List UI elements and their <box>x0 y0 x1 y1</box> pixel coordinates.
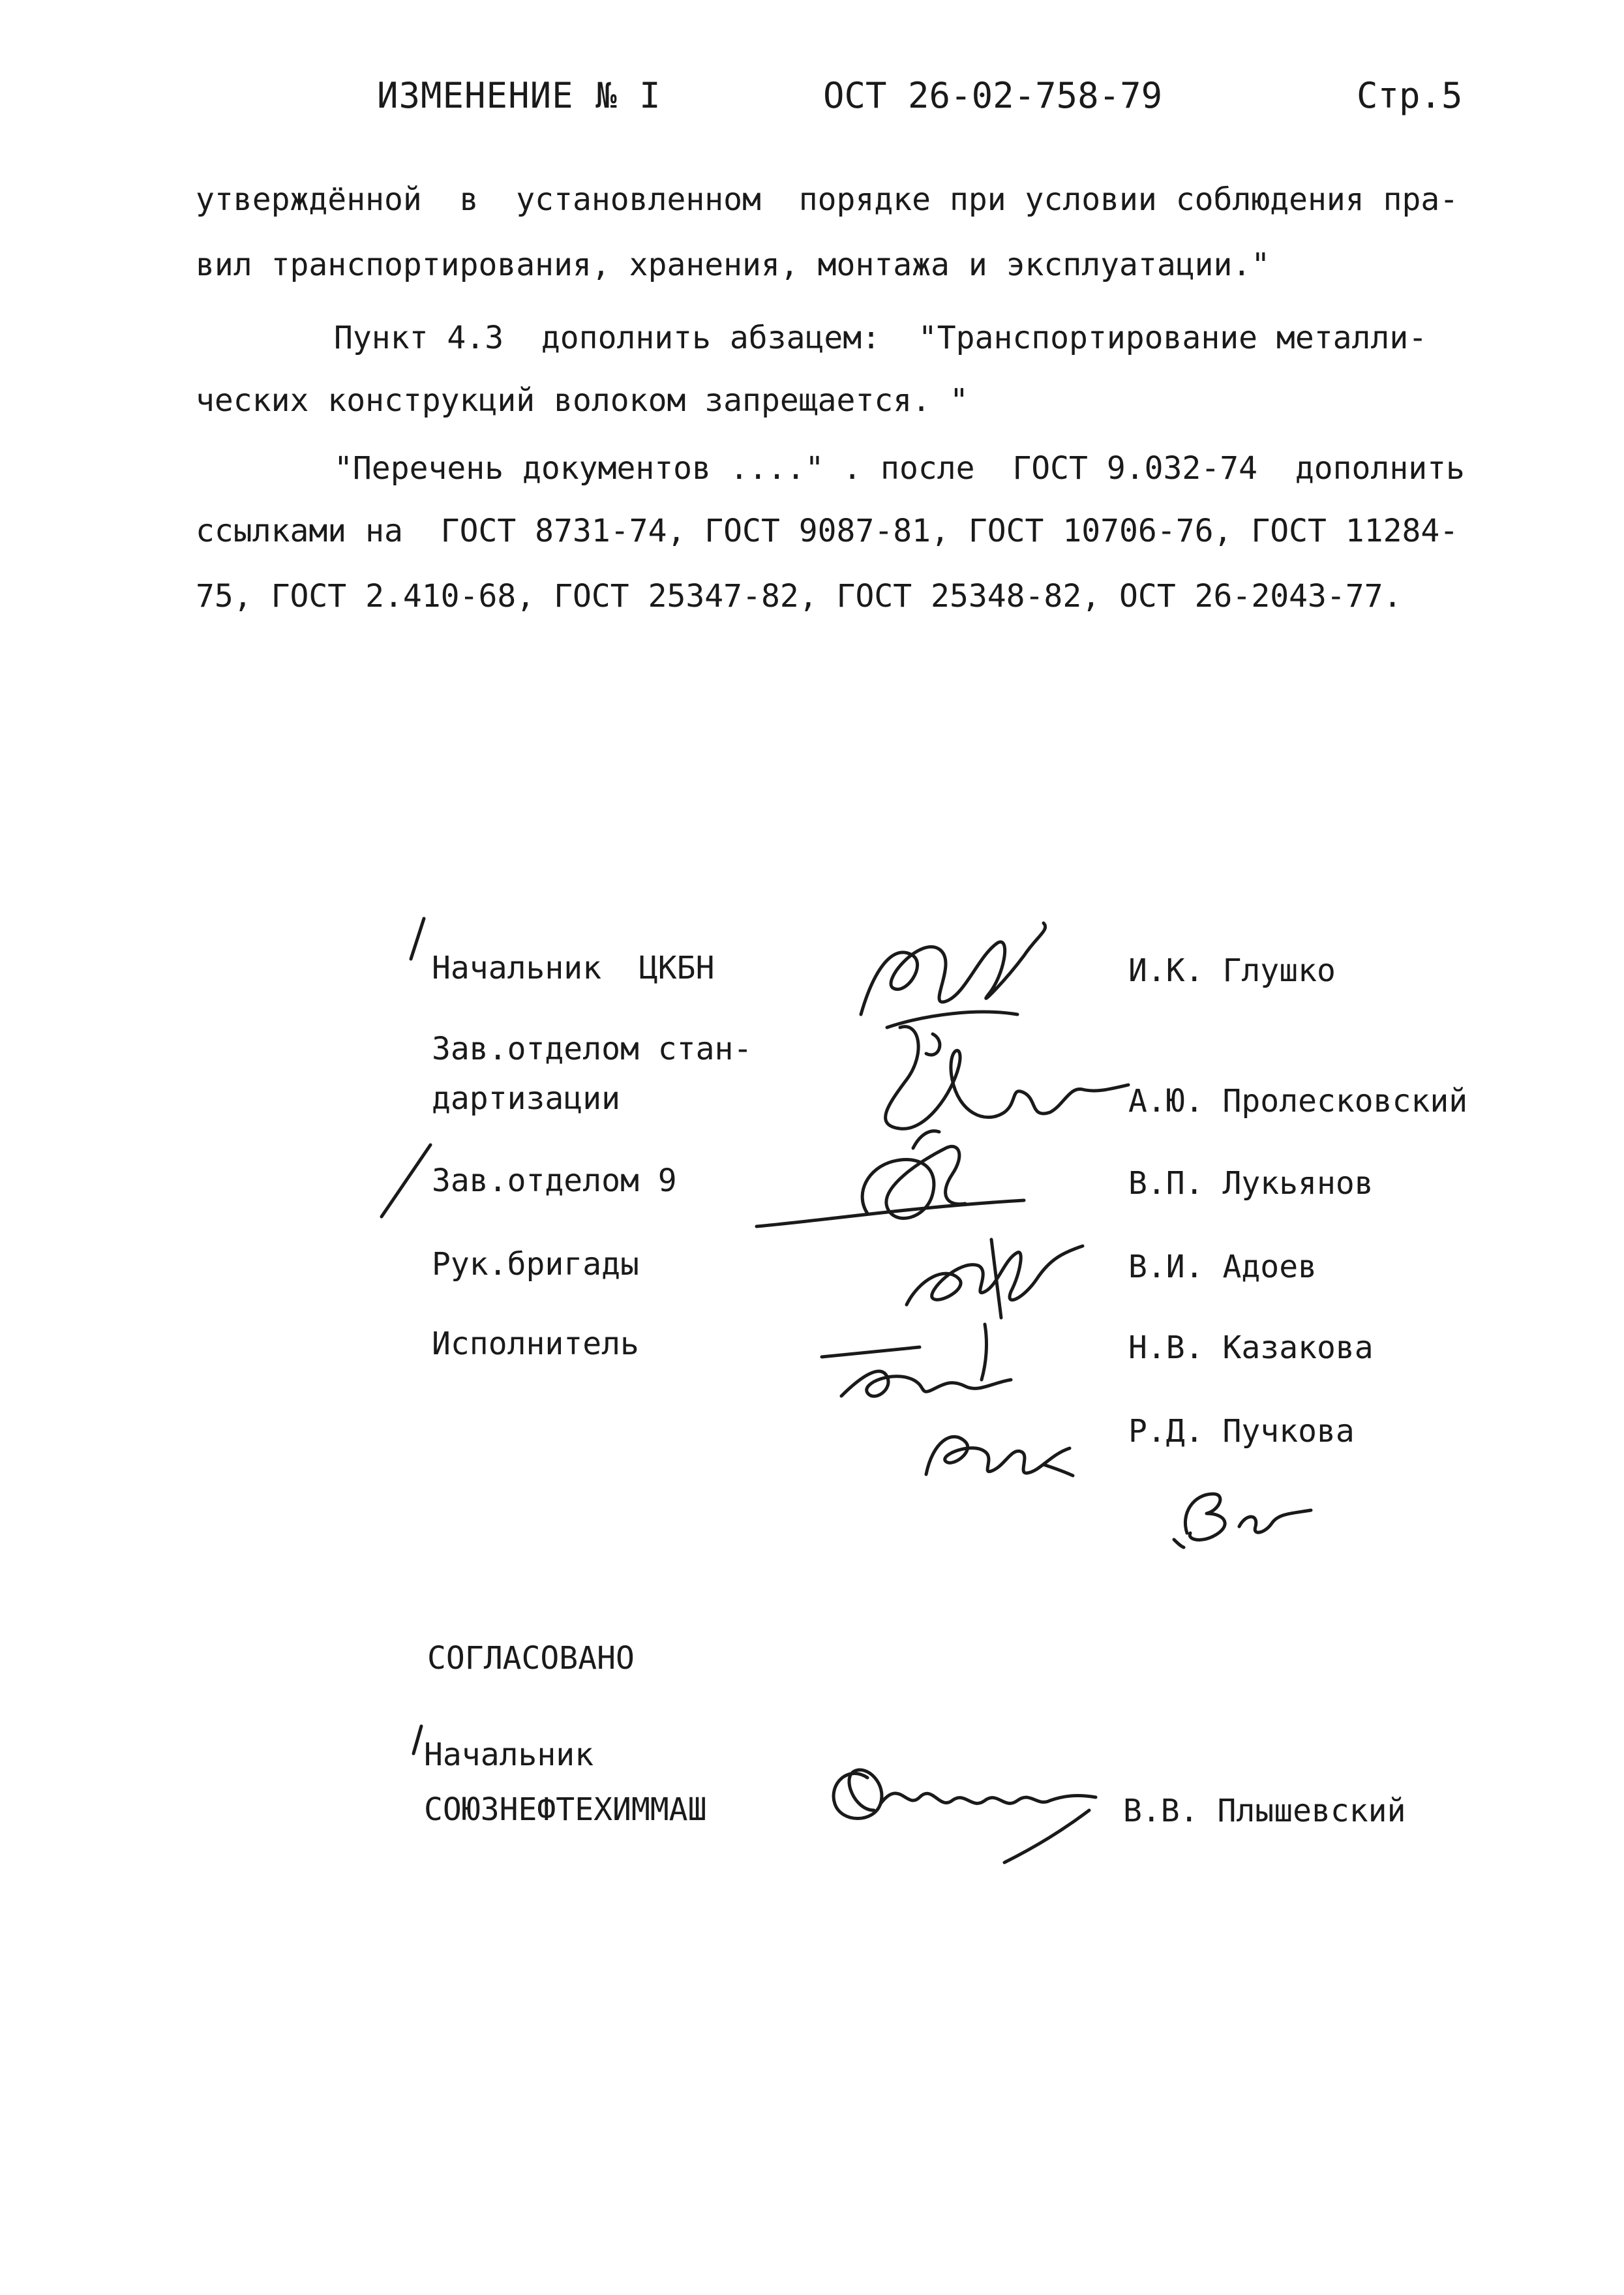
page-number: Стр.5 <box>1357 75 1463 116</box>
body-line-4: ческих конструкций волоком запрещается. " <box>196 382 969 419</box>
body-line-7: 75, ГОСТ 2.410-68, ГОСТ 25347-82, ГОСТ 25348-82, ОСТ 26-2043-77. <box>196 578 1402 615</box>
body-line-6: ссылками на ГОСТ 8731-74, ГОСТ 9087-81, ГОСТ 10706-76, ГОСТ 11284- <box>196 513 1459 549</box>
signatory-position-1: Начальник ЦКБН <box>432 950 715 986</box>
signatory-position-2b: дартизации <box>432 1080 620 1117</box>
signatory-name-6: Р.Д. Пучкова <box>1128 1413 1355 1450</box>
signatory-name-1: И.К. Глушко <box>1128 952 1336 989</box>
signatory-name-4: В.И. Адоев <box>1128 1249 1317 1285</box>
approval-heading: СОГЛАСОВАНО <box>427 1640 635 1677</box>
margin-tick-mark <box>404 913 430 965</box>
signature-extra-initials <box>1161 1474 1317 1553</box>
body-line-3: Пункт 4.3 дополнить абзацем: "Транспортирование металли- <box>334 320 1428 356</box>
signatory-name-5: Н.В. Казакова <box>1128 1330 1374 1366</box>
margin-slash-mark <box>375 1138 440 1223</box>
approval-position: Начальник <box>424 1737 594 1773</box>
signature-kazakova <box>815 1318 1030 1416</box>
approval-name: В.В. Плышевский <box>1123 1793 1406 1829</box>
body-line-5: "Перечень документов ...." . после ГОСТ 9.032-74 дополнить <box>334 450 1465 487</box>
body-line-1: утверждённой в установленном порядке при условии соблюдения пра- <box>196 181 1459 218</box>
change-number: ИЗМЕНЕНИЕ № I <box>377 75 661 116</box>
margin-tick-mark <box>404 1722 430 1768</box>
signatory-position-2: Зав.отделом стан- <box>432 1031 753 1067</box>
signatory-name-3: В.П. Лукьянов <box>1128 1165 1374 1202</box>
signature-plyshevsky <box>815 1739 1115 1876</box>
signature-puchkova <box>913 1403 1083 1494</box>
signatory-position-5: Исполнитель <box>432 1326 639 1362</box>
signatory-position-3: Зав.отделом 9 <box>432 1163 677 1199</box>
approval-organization: СОЮЗНЕФТЕХИММАШ <box>424 1791 707 1828</box>
signatory-position-4: Рук.бригады <box>432 1246 639 1283</box>
body-line-2: вил транспортирования, хранения, монтажа и эксплуатации." <box>196 247 1271 283</box>
standard-number: ОСТ 26-02-758-79 <box>823 75 1163 116</box>
signatory-name-2: А.Ю. Пролесковский <box>1128 1083 1468 1119</box>
signature-adoev <box>894 1226 1089 1324</box>
